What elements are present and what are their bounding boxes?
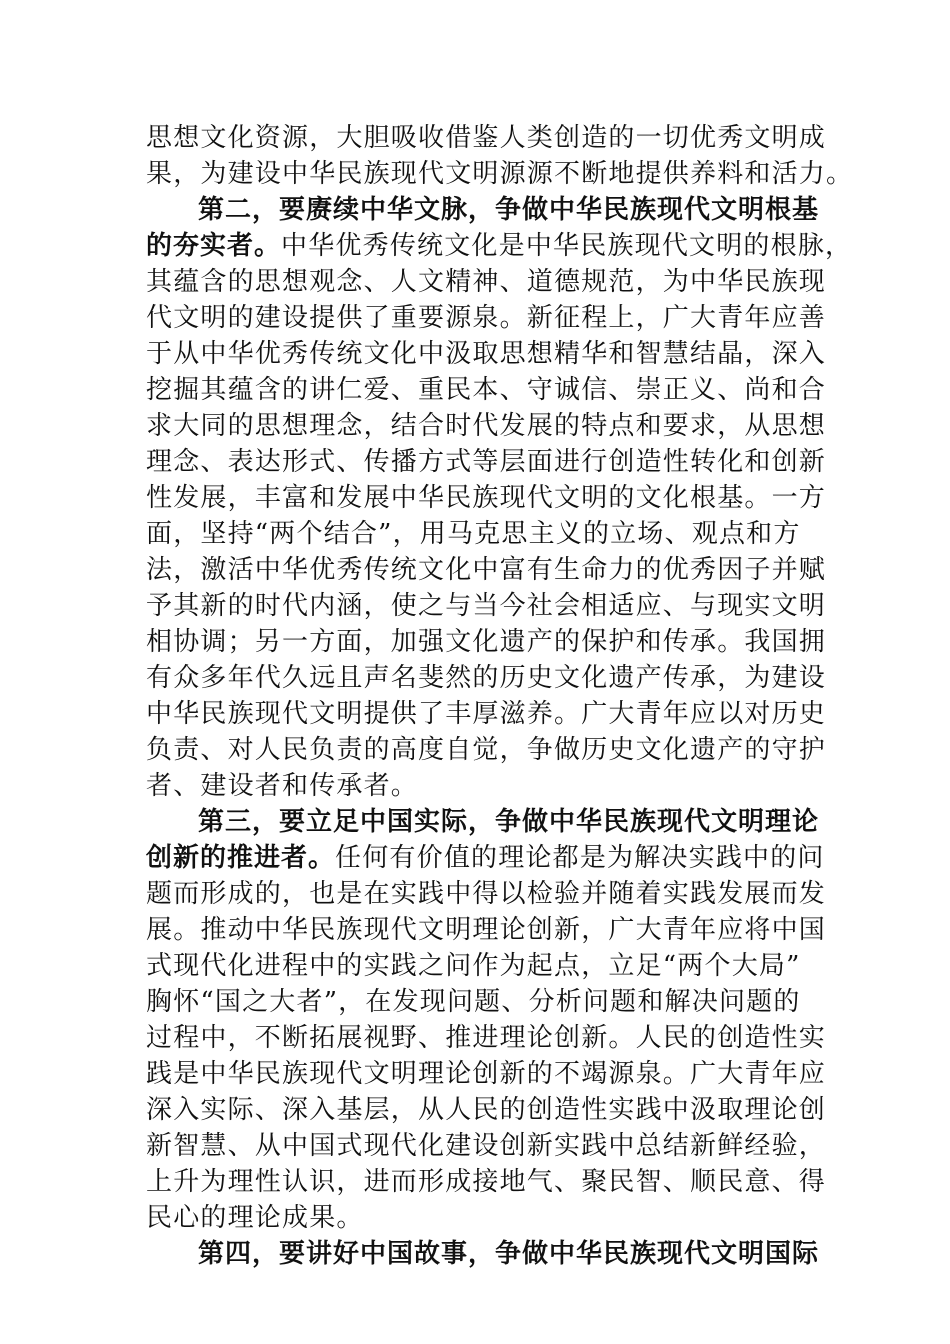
text-line [146,1200,808,1236]
text-line [146,948,808,984]
text-run: 性发展，丰富和发展中华民族现代文明的文化根基。一方 [146,483,827,513]
text-run: 民心的理论成果。 [146,1203,364,1233]
text-line [146,588,827,624]
text-run: 于从中华优秀传统文化中汲取思想精华和智慧结晶，深入 [146,339,827,369]
text-run: 有众多年代久远且声名斐然的历史文化遗产传承，为建设 [146,663,827,693]
text-line [146,264,827,300]
bold-heading-run: 第四，要讲好中国故事，争做中华民族现代文明国际 [198,1239,820,1269]
text-line [146,516,808,552]
text-run: 理念、表达形式、传播方式等层面进行创造性转化和创新 [146,447,827,477]
text-line [146,660,827,696]
text-run: 中华优秀传统文化是中华民族现代文明的根脉， [281,231,853,261]
text-run: 求大同的思想理念，结合时代发展的特点和要求，从思想 [146,411,827,441]
text-line [146,228,853,264]
text-line [146,984,808,1020]
text-run: 者、建设者和传承者。 [146,771,419,801]
document-body [146,120,854,1272]
paragraph-p1 [146,192,853,804]
text-run: 法，激活中华优秀传统文化中富有生命力的优秀因子并赋 [146,555,827,585]
text-line [146,1056,827,1092]
text-line [146,1020,827,1056]
text-run: 相协调；另一方面，加强文化遗产的保护和传承。我国拥 [146,627,827,657]
text-line [146,336,827,372]
text-line [146,1092,827,1128]
text-run: 思想文化资源，大胆吸收借鉴人类创造的一切优秀文明成 [146,123,827,153]
text-line [146,804,820,840]
text-run: 负责、对人民负责的高度自觉，争做历史文化遗产的守护 [146,735,827,765]
text-line [146,408,827,444]
text-run: 予其新的时代内涵，使之与当今社会相适应、与现实文明 [146,591,827,621]
text-run: 果，为建设中华民族现代文明源源不断地提供养料和活力。 [146,159,854,189]
text-line [146,768,808,804]
text-line [146,120,827,156]
bold-heading-run: 第二，要赓续中华文脉，争做中华民族现代文明根基 [198,195,820,225]
text-line [146,1128,827,1164]
text-line [146,732,827,768]
paragraph-p0 [146,120,854,192]
text-run: 代文明的建设提供了重要源泉。新征程上，广大青年应善 [146,303,827,333]
text-run: 新智慧、从中国式现代化建设创新实践中总结新鲜经验， [146,1131,827,1161]
text-line [146,912,827,948]
text-run: 其蕴含的思想观念、人文精神、道德规范，为中华民族现 [146,267,827,297]
text-line [146,444,827,480]
text-line [146,300,827,336]
text-line [146,876,827,912]
text-line [146,840,825,876]
text-run: 展。推动中华民族现代文明理论创新，广大青年应将中国 [146,915,827,945]
text-run: 胸怀“国之大者”，在发现问题、分析问题和解决问题的 [146,987,801,1017]
text-line [146,192,820,228]
text-run: 式现代化进程中的实践之问作为起点，立足“两个大局” [146,951,801,981]
text-run: 深入实际、深入基层，从人民的创造性实践中汲取理论创 [146,1095,827,1125]
paragraph-p2 [146,804,827,1236]
bold-heading-run: 创新的推进者。 [146,843,336,873]
text-run: 践是中华民族现代文明理论创新的不竭源泉。广大青年应 [146,1059,827,1089]
bold-heading-run: 的夯实者。 [146,231,282,261]
text-run: 上升为理性认识，进而形成接地气、聚民智、顺民意、得 [146,1167,827,1197]
text-run: 任何有价值的理论都是为解决实践中的问 [335,843,825,873]
text-run: 中华民族现代文明提供了丰厚滋养。广大青年应以对历史 [146,699,827,729]
text-line [146,156,854,192]
text-line [146,1164,827,1200]
text-run: 挖掘其蕴含的讲仁爱、重民本、守诚信、崇正义、尚和合 [146,375,827,405]
text-line [146,624,827,660]
text-run: 题而形成的，也是在实践中得以检验并随着实践发展而发 [146,879,827,909]
text-run: 过程中，不断拓展视野、推进理论创新。人民的创造性实 [146,1023,827,1053]
bold-heading-run: 第三，要立足中国实际，争做中华民族现代文明理论 [198,807,820,837]
text-line [146,372,827,408]
text-line [146,480,827,516]
text-line [146,552,827,588]
text-line [146,1236,820,1272]
text-line [146,696,827,732]
paragraph-p3 [146,1236,820,1272]
text-run: 面，坚持“两个结合”，用马克思主义的立场、观点和方 [146,519,801,549]
